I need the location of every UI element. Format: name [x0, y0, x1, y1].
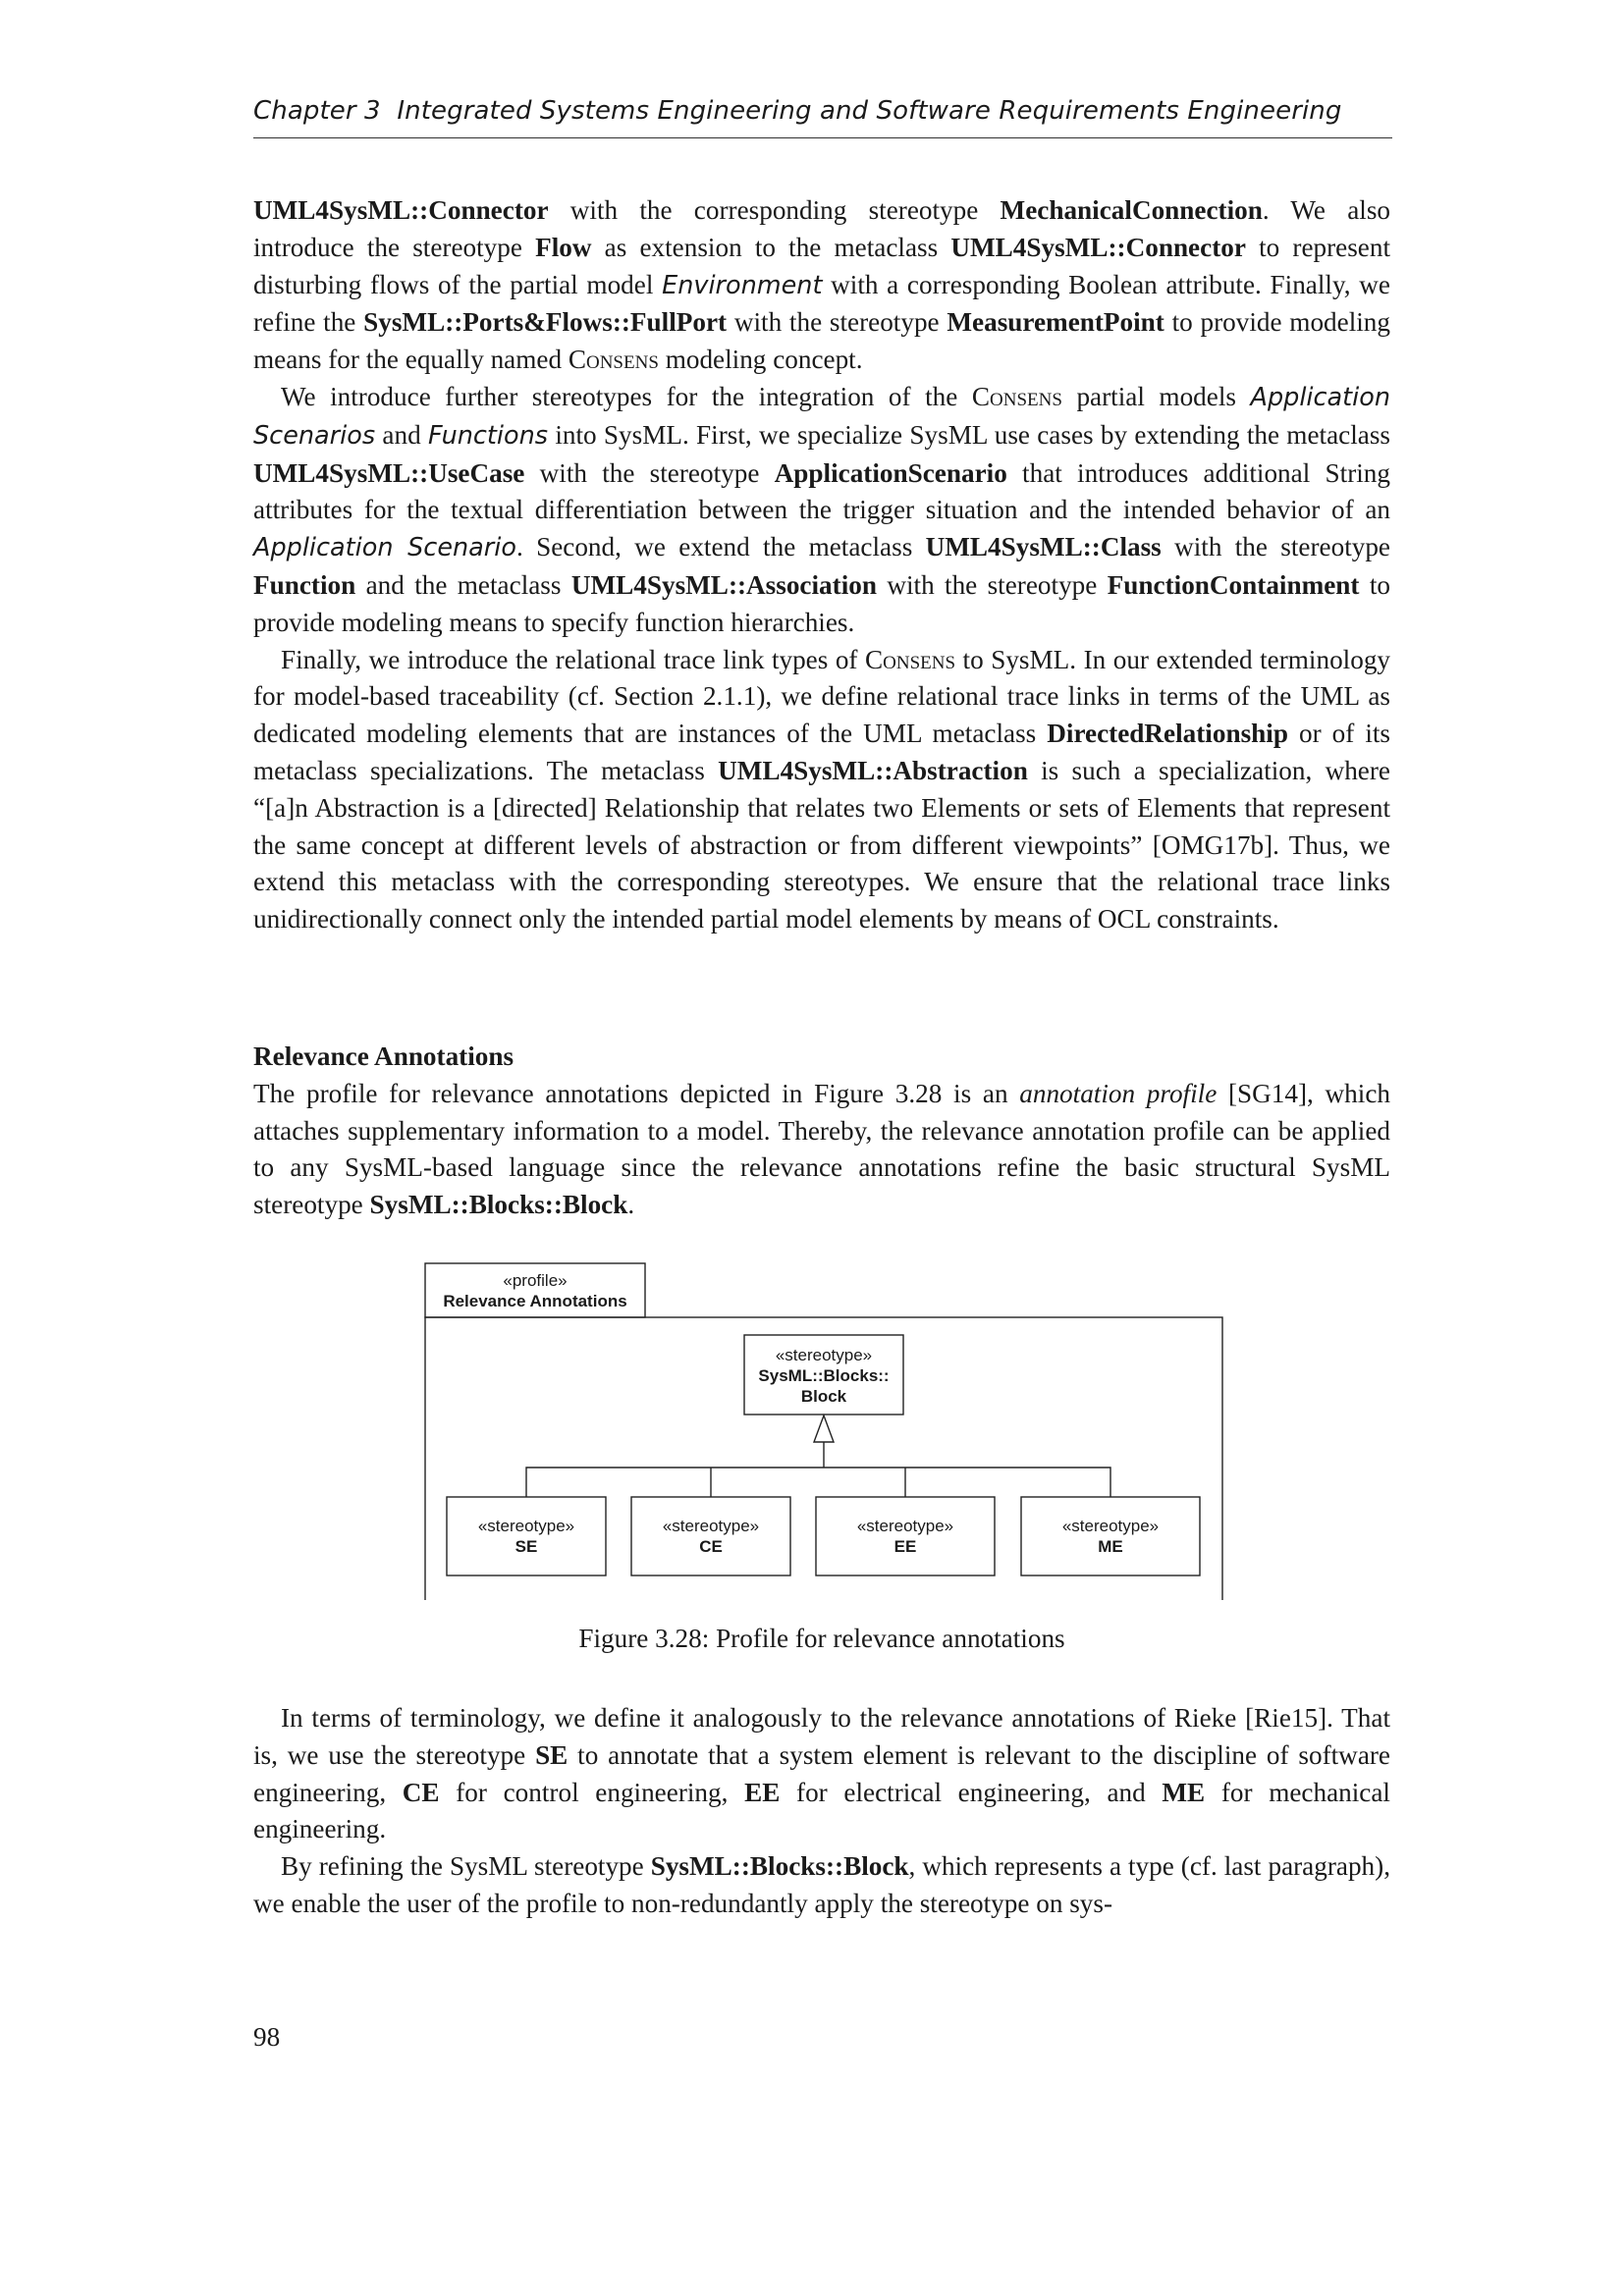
stereotype-ce: «stereotype» CE	[662, 1517, 760, 1556]
section-heading: Relevance Annotations	[253, 1041, 514, 1071]
section-relevance-annotations	[253, 1039, 1390, 1224]
body-text-top	[253, 192, 1390, 938]
block-label: «stereotype» SysML::Blocks:: Block	[758, 1346, 890, 1406]
paragraph-1: UML4SysML::Connector with the corresponding stereotype MechanicalConnection. We also introduce the stereotype Flow as extension to the metaclass UML4SysML::Connector to represent disturbing flows of the partial model Environment with a corresponding Boolean attribute. Finally, we refine the SysML::Ports&Flows::FullPort with the stereotype MeasurementPoint to provide modeling means for the equally named Consens modeling concept.	[253, 195, 1391, 375]
stereotype-ee: «stereotype» EE	[856, 1517, 954, 1556]
stereotype-se: «stereotype» SE	[477, 1517, 575, 1556]
page-number: 98	[253, 2022, 281, 2052]
running-header	[253, 96, 1392, 138]
figure-profile-diagram	[422, 1256, 1223, 1600]
paragraph-5: In terms of terminology, we define it analogously to the relevance annotations of Rieke [Rie15]. That is, we use the stereotype SE to annotate that a system element is relevant to the discipline of software engineering, CE for control engineering, EE for electrical engineering, and ME for mechanical engineering.	[253, 1703, 1391, 1844]
paragraph-2: We introduce further stereotypes for the integration of the Consens partial models Application Scenarios and Functions into SysML. First, we specialize SysML use cases by extending the metaclass UML4SysML::UseCase with the stereotype ApplicationScenario that introduces additional String attributes for the textual differentiation between the trigger situation and the intended behavior of an Application Scenario. Second, we extend the metaclass UML4SysML::Class with the stereotype Function and the metaclass UML4SysML::Association with the stereotype FunctionContainment to provide modeling means to specify function hierarchies.	[253, 381, 1390, 637]
profile-label: «profile» Relevance Annotations	[443, 1271, 627, 1310]
figure-caption: Figure 3.28: Profile for relevance annotations	[578, 1624, 1065, 1653]
paragraph-3: Finally, we introduce the relational trace link types of Consens to SysML. In our extended terminology for model-based traceability (cf. Section 2.1.1), we define relational trace links in terms of the UML as dedicated modeling elements that are instances of the UML metaclass DirectedRelationship or of its metaclass specializations. The metaclass UML4SysML::Abstraction is such a specialization, where “[a]n Abstraction is a [directed] Relationship that relates two Elements or sets of Elements that represent the same concept at different levels of abstraction or from different viewpoints” [OMG17b]. Thus, we extend this metaclass with the corresponding stereotypes. We ensure that the relational trace links unidirectionally connect only the intended partial model elements by means of OCL constraints.	[253, 644, 1391, 934]
body-text-bottom	[253, 1700, 1390, 1923]
paragraph-6: By refining the SysML stereotype SysML::Blocks::Block, which represents a type (cf. last paragraph), we enable the user of the profile to non-redundantly apply the stereotype on sys-	[253, 1851, 1391, 1918]
stereotype-me: «stereotype» ME	[1061, 1517, 1160, 1556]
generalization-bus	[526, 1468, 1110, 1497]
header-title: Integrated Systems Engineering and Software Requirements Engineering	[397, 96, 1342, 126]
header-chapter: Chapter 3	[253, 96, 381, 126]
generalization-arrow	[814, 1415, 834, 1442]
paragraph-4: The profile for relevance annotations depicted in Figure 3.28 is an annotation profile [SG14], which attaches supplementary information to a model. Thereby, the relevance annotation profile can be applied to any SysML-based language since the relevance annotations refine the basic structural SysML stereotype SysML::Blocks::Block.	[253, 1078, 1390, 1220]
